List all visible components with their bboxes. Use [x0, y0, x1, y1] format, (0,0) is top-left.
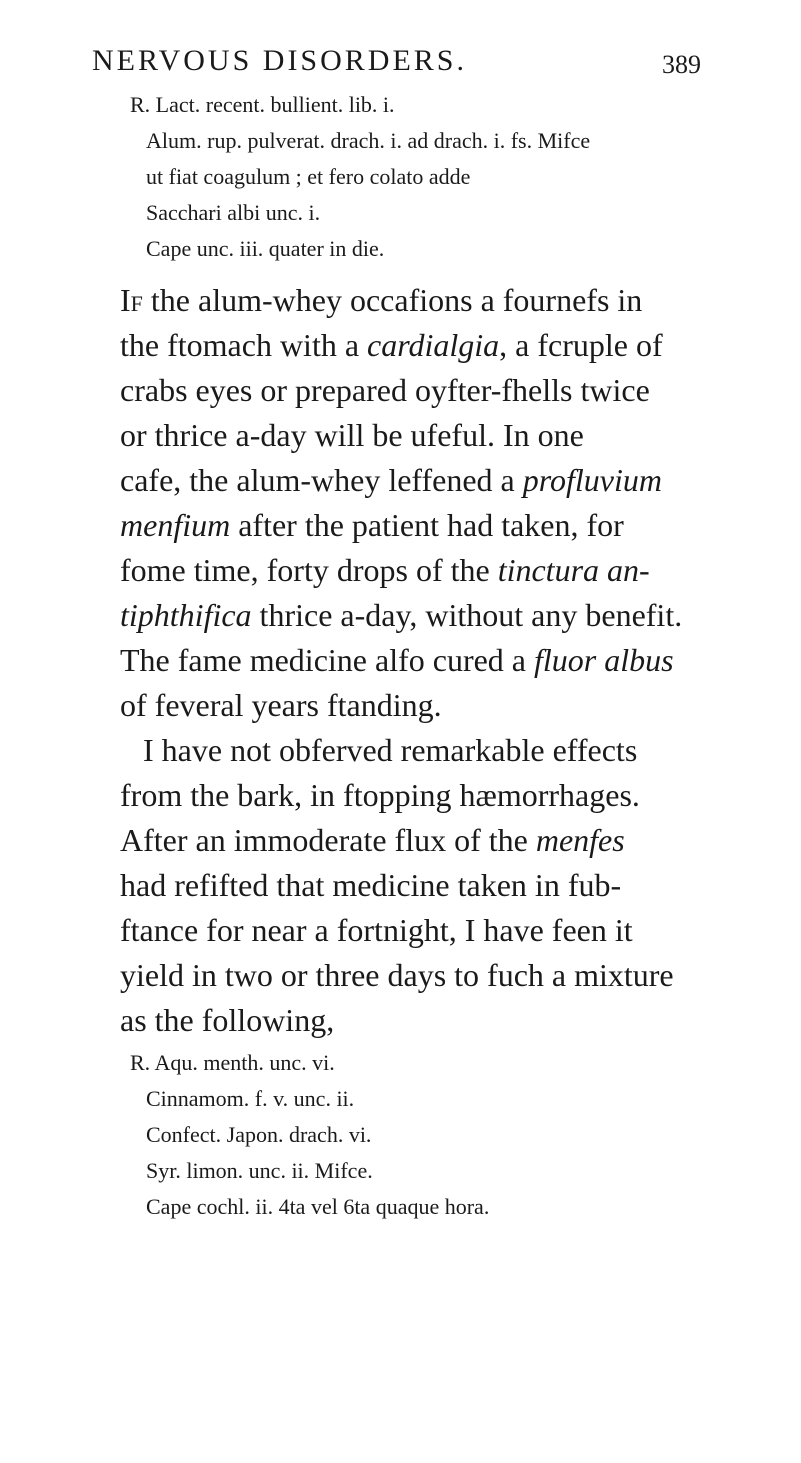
prescription-2-line: Syr. limon. unc. ii. Mifce.: [146, 1158, 373, 1183]
prescription-1-line: Alum. rup. pulverat. drach. i. ad drach. i. fs. Mifce: [146, 128, 591, 153]
prescription-2-line: Cinnamom. f. v. unc. ii.: [146, 1086, 355, 1111]
paragraph-1-line: The fame medicine alfo cured a fluor albus: [120, 642, 674, 678]
paragraph-2-line: ftance for near a fortnight, I have feen it: [120, 912, 633, 948]
paragraph-1-line: fome time, forty drops of the tinctura an-: [120, 552, 650, 588]
prescription-1-line: Cape unc. iii. quater in die.: [146, 236, 385, 261]
page-number: 389: [662, 50, 701, 79]
paragraph-2-line: had refifted that medicine taken in fub-: [120, 867, 622, 903]
paragraph-2-line: yield in two or three days to fuch a mixture: [120, 957, 674, 993]
running-head: NERVOUS DISORDERS.: [92, 44, 467, 77]
prescription-2-line: Confect. Japon. drach. vi.: [146, 1122, 372, 1147]
paragraph-1-line: or thrice a-day will be ufeful. In one: [120, 417, 584, 453]
paragraph-1-line: If the alum-whey occafions a fournefs in: [120, 282, 643, 318]
prescription-1-line: R. Lact. recent. bullient. lib. i.: [130, 92, 395, 117]
paragraph-2-line: After an immoderate flux of the menfes: [120, 822, 625, 858]
prescription-2-line: R. Aqu. menth. unc. vi.: [130, 1050, 335, 1075]
prescription-1-line: Sacchari albi unc. i.: [146, 200, 321, 225]
page-header: [92, 44, 752, 88]
prescription-1-line: ut fiat coagulum ; et fero colato adde: [146, 164, 471, 189]
paragraph-1-line: menfium after the patient had taken, for: [120, 507, 624, 543]
paragraph-2-line: from the bark, in ftopping hæmorrhages.: [120, 777, 640, 813]
paragraph-1-initial-word: If: [120, 282, 143, 318]
paragraph-2-line: I have not obferved remarkable effects: [143, 732, 638, 768]
paragraph-1-line: cafe, the alum-whey leffened a profluvium: [120, 462, 662, 498]
paragraph-1-line: tiphthifica thrice a-day, without any benefit.: [120, 597, 683, 633]
paragraph-2-line: as the following,: [120, 1002, 335, 1038]
paragraph-1-line: crabs eyes or prepared oyfter-fhells twice: [120, 372, 650, 408]
paragraph-1-line: of feveral years ftanding.: [120, 687, 442, 723]
prescription-2-line: Cape cochl. ii. 4ta vel 6ta quaque hora.: [146, 1194, 490, 1219]
paragraph-1-line: the ftomach with a cardialgia, a fcruple of: [120, 327, 663, 363]
